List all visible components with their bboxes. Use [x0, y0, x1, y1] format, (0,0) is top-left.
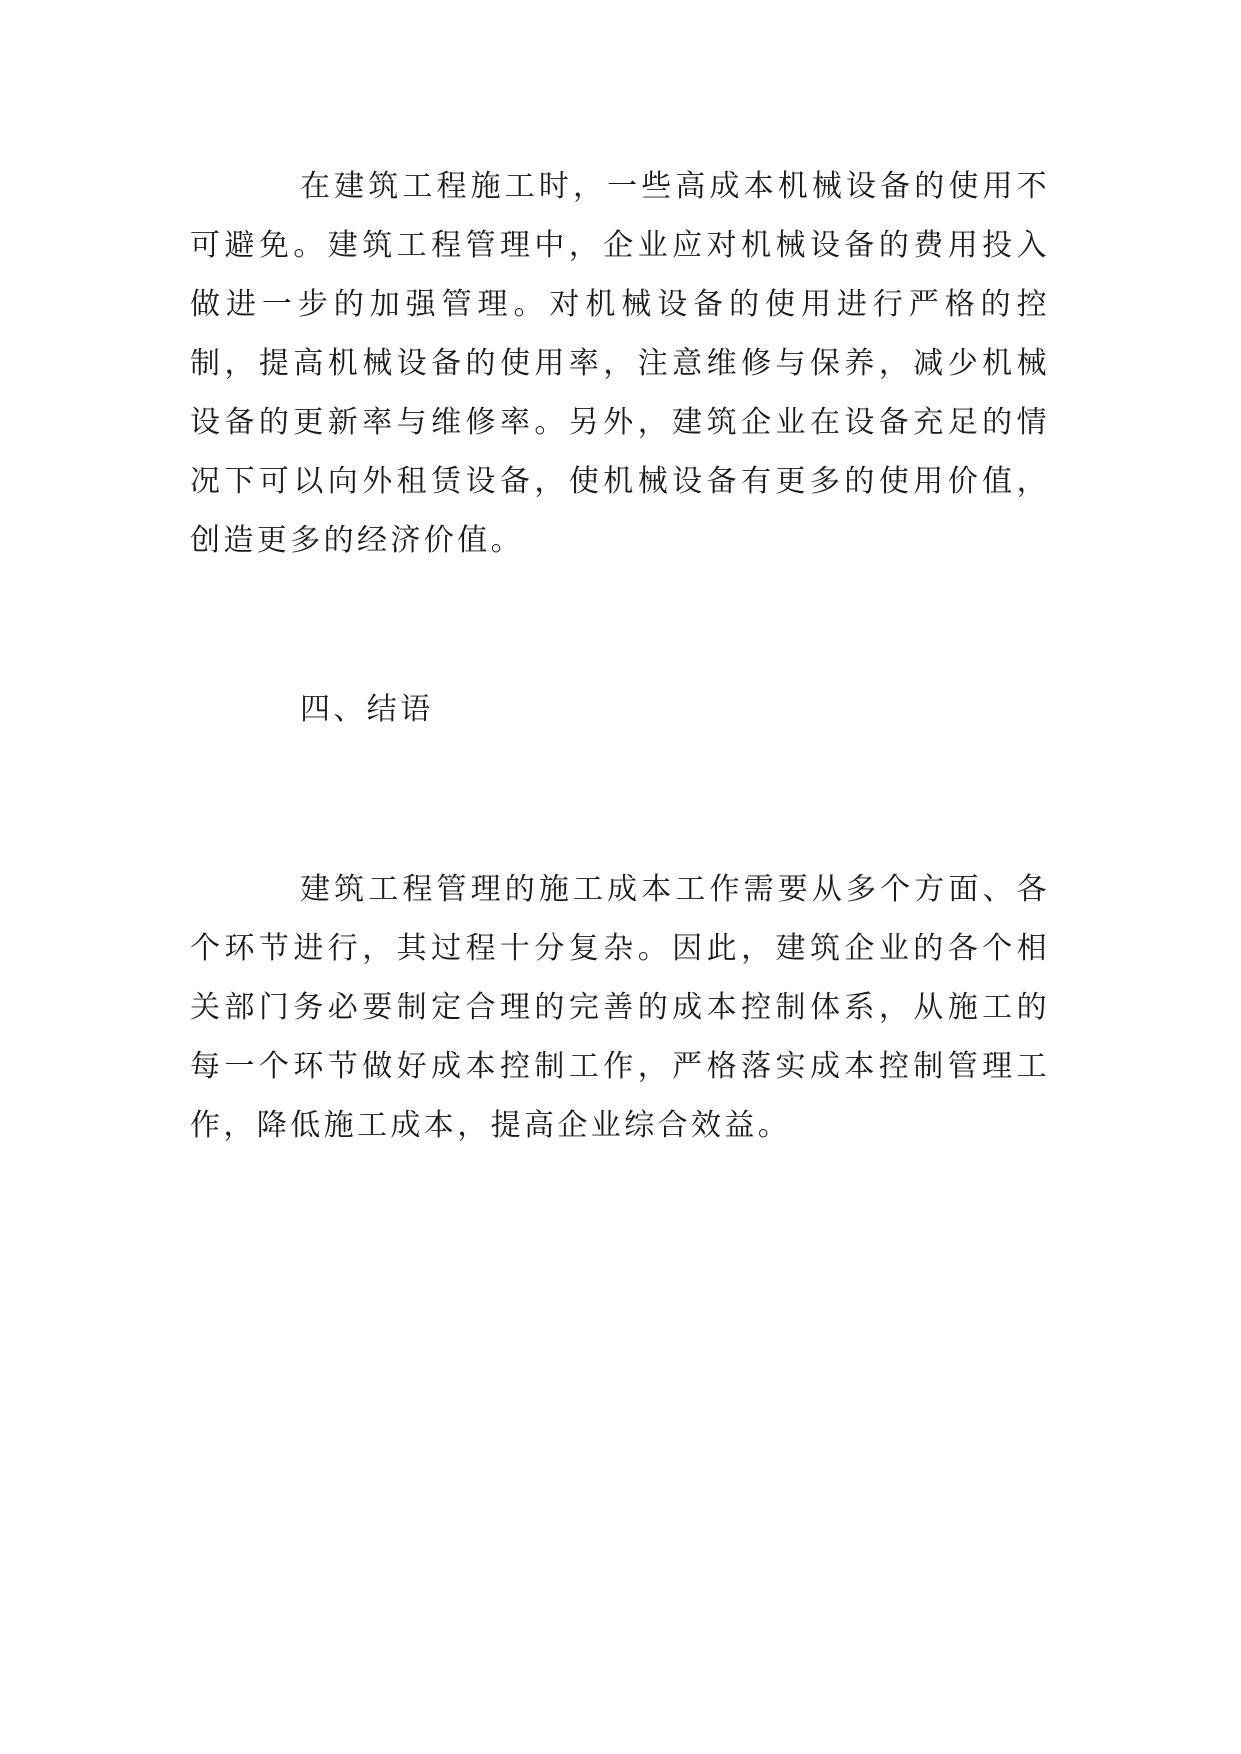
body-paragraph-conclusion: 建筑工程管理的施工成本工作需要从多个方面、各个环节进行，其过程十分复杂。因此，建筑企业的各个相关部门务必要制定合理的完善的成本控制体系，从施工的每一个环节做好成本控制工作，严格落实成本控制管理工作，降低施工成本，提高企业综合效益。: [190, 872, 1050, 1143]
body-paragraph-equipment-management: 在建筑工程施工时，一些高成本机械设备的使用不可避免。建筑工程管理中，企业应对机械设备的费用投入做进一步的加强管理。对机械设备的使用进行严格的控制，提高机械设备的使用率，注意维修与保养，减少机械设备的更新率与维修率。另外，建筑企业在设备充足的情况下可以向外租赁设备，使机械设备有更多的使用价值，创造更多的经济价值。: [190, 169, 1050, 558]
section-heading-conclusion: 四、结语: [300, 692, 434, 727]
